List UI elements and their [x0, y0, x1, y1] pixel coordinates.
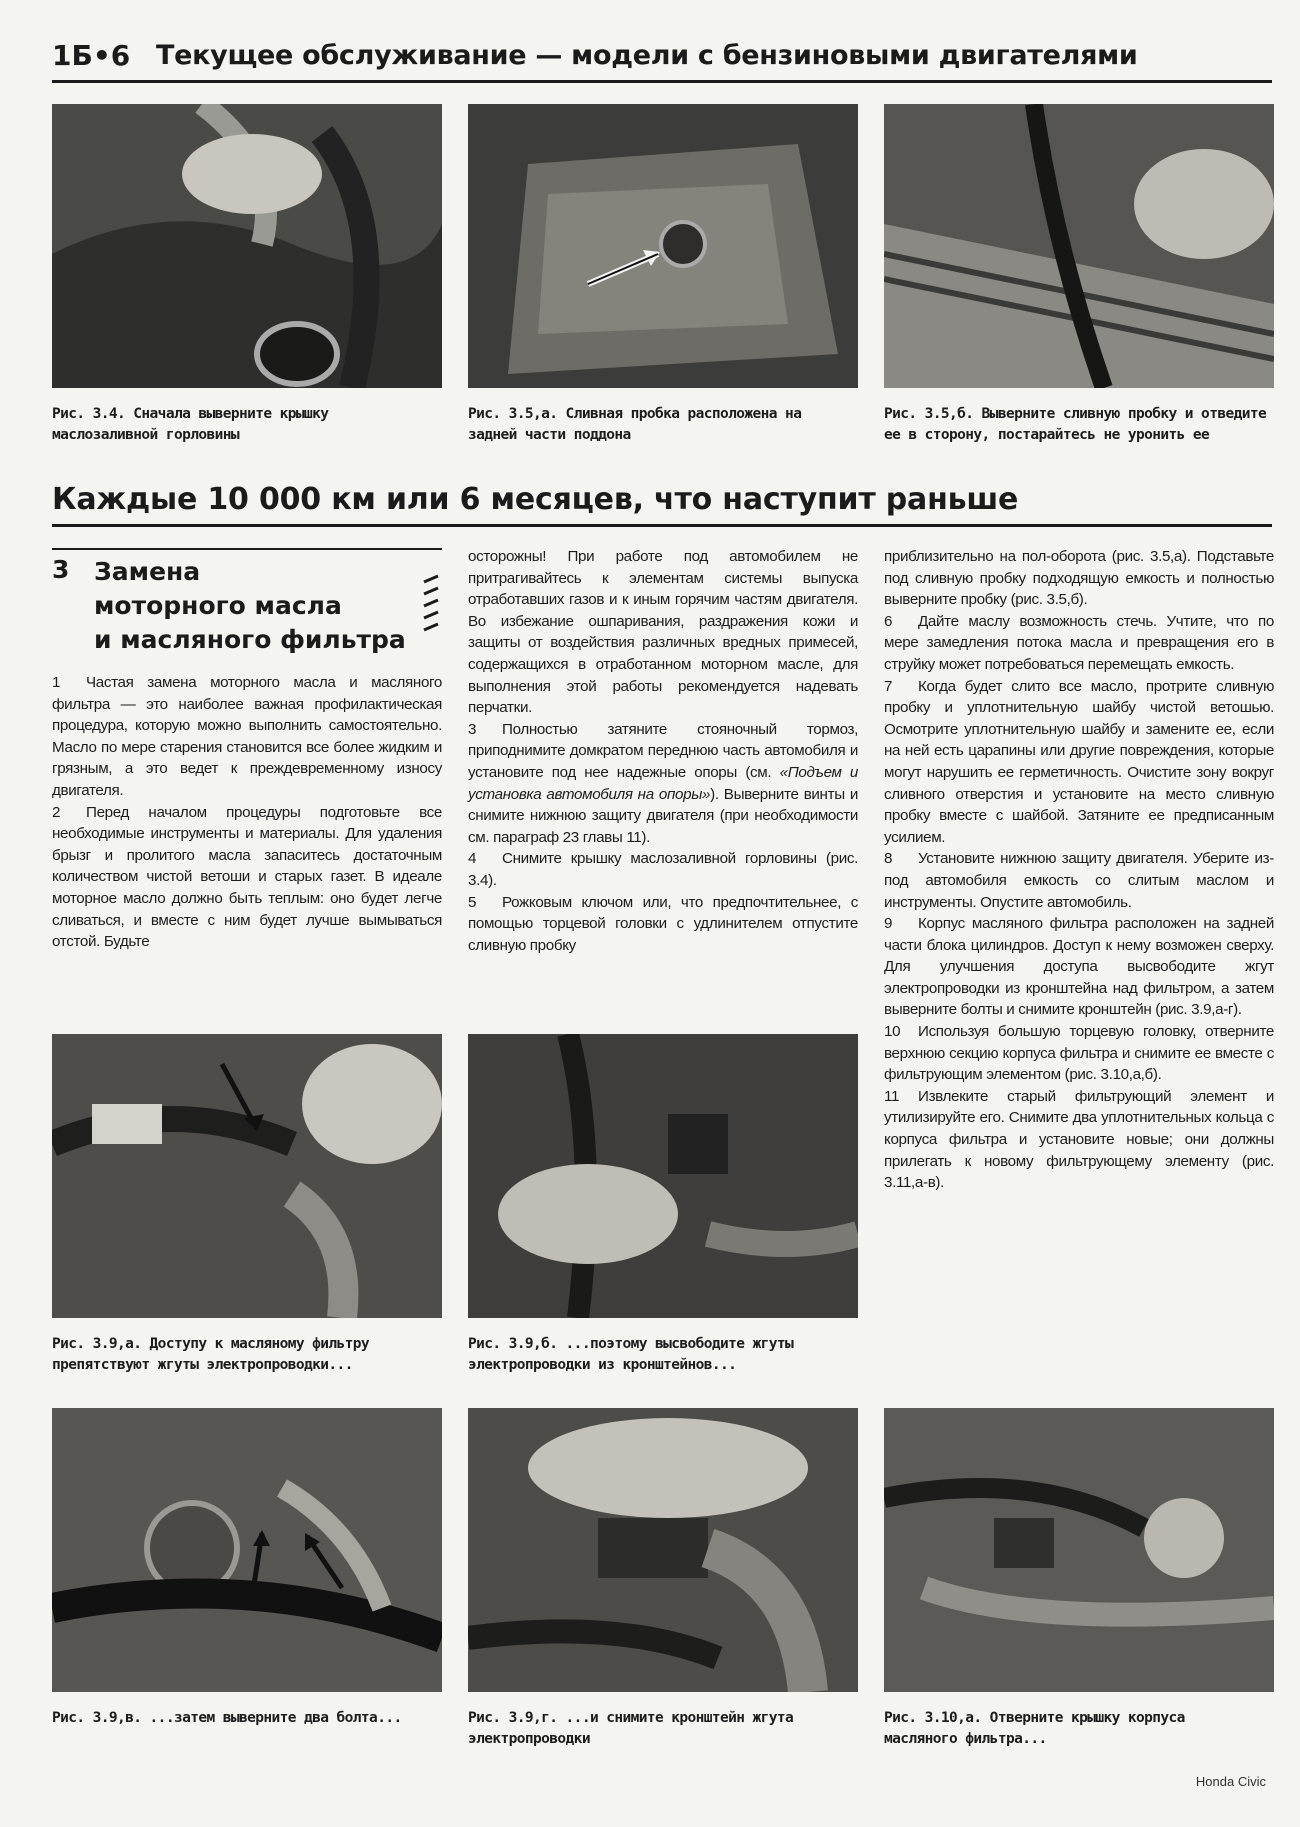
- paragraph: [468, 848, 858, 891]
- paragraph: [468, 546, 858, 719]
- header-rule: [52, 80, 1272, 83]
- section3-title: [94, 555, 406, 657]
- section-heading: Каждые 10 000 км или 6 месяцев, что наступит раньше: [52, 482, 1019, 517]
- section3-title-line: и масляного фильтра: [94, 625, 406, 654]
- caption-line: масляного фильтра...: [884, 1731, 1047, 1747]
- paragraph-number: 5: [468, 893, 477, 911]
- photo-fig-3-9b-image: [468, 1034, 858, 1318]
- caption-fig-3-4: [52, 404, 442, 446]
- paragraph-number: 10: [884, 1023, 901, 1041]
- paragraph: [884, 848, 1274, 913]
- paragraph-number: 8: [884, 850, 893, 868]
- caption-line: препятствуют жгуты электропроводки...: [52, 1357, 353, 1373]
- page-number: 1Б•6: [52, 39, 131, 72]
- caption-fig-3-5b: [884, 404, 1284, 446]
- caption-line: Рис. 3.4. Сначала выверните крышку: [52, 406, 329, 422]
- section3-number: 3: [52, 555, 70, 584]
- photo-fig-3-4-image: [52, 104, 442, 388]
- caption-fig-3-9g: [468, 1708, 868, 1750]
- caption-line: Рис. 3.9,в. ...затем выверните два болта...: [52, 1710, 402, 1726]
- caption-line: Рис. 3.9,б. ...поэтому высвободите жгуты: [468, 1336, 794, 1352]
- paragraph-text: Частая замена моторного масла и масляного фильтра — это наиболее важная профилактическая процедура, которую можно выполнить самостоятельно. Масло по мере старения становится все более жидким и грязным, а это ведет к преждевременному износу двигателя.: [52, 674, 442, 799]
- paragraph-number: 1: [52, 674, 61, 691]
- paragraph-text: Дайте маслу возможность стечь. Учтите, что по мере замедления потока масла и превращения его в струйку может потребоваться перемещать емкость.: [884, 612, 1274, 673]
- caption-line: маслозаливной горловины: [52, 427, 239, 443]
- photo-fig-3-4: [52, 104, 442, 388]
- section-rule: [52, 524, 1272, 527]
- paragraph: [468, 719, 858, 849]
- paragraph-text: Перед началом процедуры подготовьте все необходимые инструменты и материалы. Для удаления брызг и пролитого масла запаситесь достаточным количеством чистой ветоши и старых газет. В идеале моторное масло должно быть теплым: оно будет легче сливаться, и вместе с ним будет лучше вымываться отстой. Будьте: [52, 803, 442, 951]
- paragraph-text: ). Выверните винты и снимите нижнюю защиту двигателя (при необходимости см. параграф 23 главы 11).: [468, 785, 859, 846]
- paragraph: [884, 611, 1274, 676]
- caption-line: ее в сторону, постарайтесь не уронить ее: [884, 427, 1210, 443]
- photo-fig-3-5b-image: [884, 104, 1274, 388]
- paragraph-text-italic: «Подъем и установка автомобиля на опоры»: [468, 763, 859, 803]
- caption-line: Рис. 3.5,а. Сливная пробка расположена на: [468, 406, 802, 422]
- page-title: Текущее обслуживание — модели с бензиновыми двигателями: [156, 40, 1138, 71]
- caption-line: электропроводки из кронштейнов...: [468, 1357, 737, 1373]
- text-column-3: [884, 546, 1274, 1194]
- footer-brand: Honda Civic: [1195, 1774, 1266, 1789]
- photo-fig-3-9v-image: [52, 1408, 442, 1692]
- paragraph: [52, 672, 442, 802]
- paragraph-number: 4: [468, 850, 477, 868]
- section3-title-line: Замена: [94, 557, 201, 586]
- photo-fig-3-5a-image: [468, 104, 858, 388]
- caption-line: Рис. 3.9,а. Доступу к масляному фильтру: [52, 1336, 370, 1352]
- paragraph-number: 9: [884, 915, 893, 933]
- photo-fig-3-5b: [884, 104, 1274, 388]
- paragraph: [52, 802, 442, 953]
- page-header: [52, 36, 1272, 80]
- photo-fig-3-9b: [468, 1034, 858, 1318]
- photo-fig-3-10a-image: [884, 1408, 1274, 1692]
- photo-fig-3-10a: [884, 1408, 1274, 1692]
- paragraph: [884, 1021, 1274, 1086]
- text-column-1: [52, 672, 442, 953]
- paragraph-number: 11: [884, 1087, 900, 1105]
- paragraph-text: осторожны! При работе под автомобилем не притрагивайтесь к элементам системы выпуска отработавших газов и к иным горячим частям двигателя. Во избежание ошпаривания, раздражения кожи и защиты от воздействия различных вредных примесей, содержащихся в отработанном моторном масле, для выполнения этой работы рекомендуется надевать перчатки.: [468, 548, 858, 717]
- difficulty-wrench-icon: [418, 572, 444, 638]
- paragraph-text: Снимите крышку маслозаливной горловины (рис. 3.4).: [468, 850, 858, 889]
- paragraph-text: Установите нижнюю защиту двигателя. Уберите из-под автомобиля емкость со слитым маслом и инструменты. Опустите автомобиль.: [884, 850, 1274, 911]
- paragraph-text: Рожковым ключом или, что предпочтительнее, с помощью торцевой головки с удлинителем отпустите сливную пробку: [468, 893, 858, 954]
- paragraph-text: Полностью затяните стояночный тормоз, приподнимите домкратом переднюю часть автомобиля и установите под нее надежные опоры (см.: [468, 720, 858, 781]
- photo-fig-3-9g-image: [468, 1408, 858, 1692]
- paragraph: [884, 546, 1274, 611]
- photo-fig-3-9a-image: [52, 1034, 442, 1318]
- caption-fig-3-10a: [884, 1708, 1284, 1750]
- paragraph-text: приблизительно на пол-оборота (рис. 3.5,а). Подставьте под сливную пробку подходящую емкость и полностью выверните пробку (рис. 3.5,б).: [884, 548, 1274, 609]
- paragraph-number: 3: [468, 720, 477, 738]
- photo-fig-3-9v: [52, 1408, 442, 1692]
- paragraph-text: Используя большую торцевую головку, отверните верхнюю секцию корпуса фильтра и снимите ее вместе с фильтрующим элементом (рис. 3.10,а,б).: [884, 1023, 1274, 1084]
- caption-line: электропроводки: [468, 1731, 590, 1747]
- paragraph: [884, 913, 1274, 1021]
- paragraph-number: 7: [884, 677, 893, 695]
- caption-line: Рис. 3.10,а. Отверните крышку корпуса: [884, 1710, 1185, 1726]
- paragraph-text: Извлеките старый фильтрующий элемент и утилизируйте его. Снимите два уплотнительных кольца с корпуса фильтра и установите новые; они должны прилегать к новому фильтрующему элементу (рис. 3.11,а-в).: [884, 1087, 1274, 1192]
- photo-fig-3-9a: [52, 1034, 442, 1318]
- paragraph-number: 2: [52, 803, 61, 821]
- section3-rule: [52, 548, 442, 550]
- paragraph-text: Корпус масляного фильтра расположен на задней части блока цилиндров. Доступ к нему возможен сверху. Для улучшения доступа высвободите жгут электропроводки из кронштейна над фильтром, а затем выверните болты и снимите кронштейн (рис. 3.9,а-г).: [884, 915, 1274, 1019]
- caption-fig-3-9v: [52, 1708, 452, 1729]
- photo-fig-3-9g: [468, 1408, 858, 1692]
- caption-line: Рис. 3.5,б. Выверните сливную пробку и отведите: [884, 406, 1267, 422]
- paragraph: [468, 892, 858, 957]
- caption-fig-3-9a: [52, 1334, 452, 1376]
- paragraph: [884, 1086, 1274, 1194]
- caption-line: Рис. 3.9,г. ...и снимите кронштейн жгута: [468, 1710, 794, 1726]
- photo-fig-3-5a: [468, 104, 858, 388]
- paragraph-number: 6: [884, 612, 893, 630]
- caption-fig-3-9b: [468, 1334, 868, 1376]
- paragraph: [884, 676, 1274, 849]
- caption-fig-3-5a: [468, 404, 868, 446]
- text-column-2: [468, 546, 858, 956]
- paragraph-text: Когда будет слито все масло, протрите сливную пробку и уплотнительную шайбу чистой ветошью. Осмотрите уплотнительную шайбу и замените ее, если на ней есть царапины или другие повреждения, которые могут нарушить ее герметичность. Очистите зону вокруг сливного отверстия и установите на место сливную пробку вместе с шайбой. Затяните ее предписанным усилием.: [884, 677, 1274, 846]
- section3-title-line: моторного масла: [94, 591, 342, 620]
- caption-line: задней части поддона: [468, 427, 631, 443]
